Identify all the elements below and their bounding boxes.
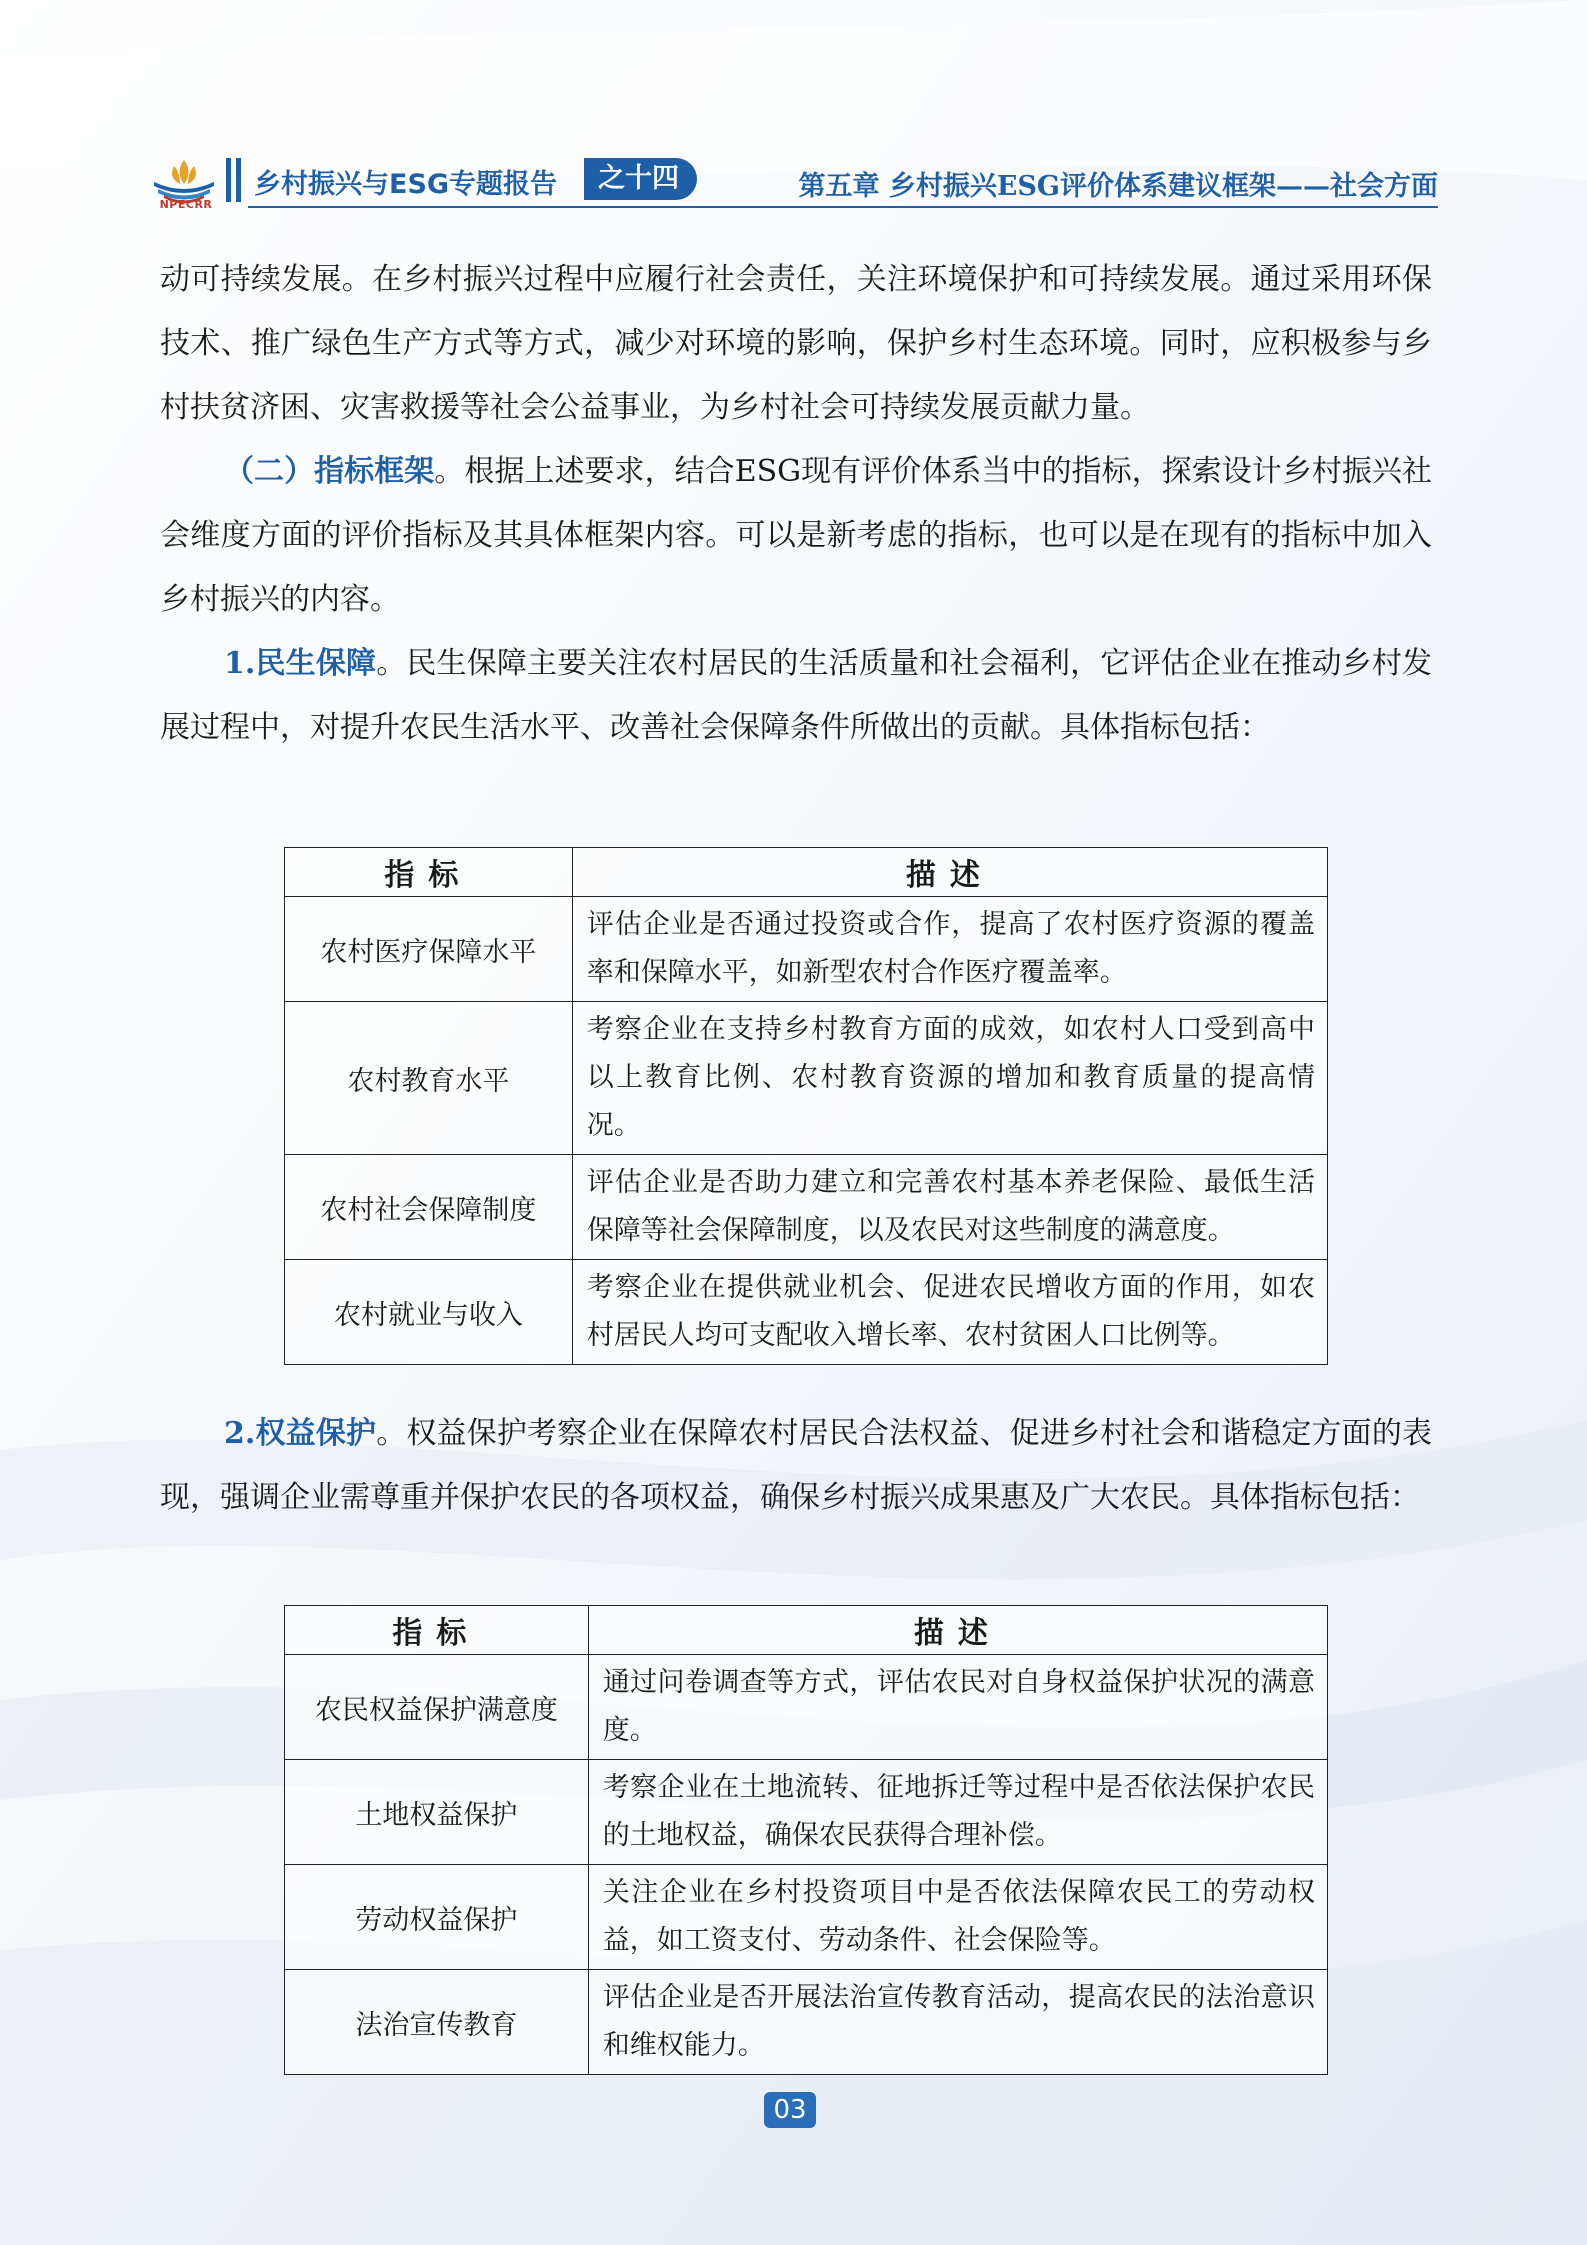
chapter-title: 第五章 乡村振兴ESG评价体系建议框架——社会方面	[798, 171, 1438, 202]
description-cell: 考察企业在支持乡村教育方面的成效，如农村人口受到高中以上教育比例、农村教育资源的增加和教育质量的提高情况。	[572, 1002, 1327, 1155]
description-cell: 考察企业在提供就业机会、促进农民增收方面的作用，如农村居民人均可支配收入增长率、农村贫困人口比例等。	[572, 1260, 1327, 1365]
column-header-description: 描述	[588, 1606, 1327, 1655]
paragraph-text: 。权益保护考察企业在保障农村居民合法权益、促进乡村社会和谐稳定方面的表现，强调企业需尊重并保护农民的各项权益，确保乡村振兴成果惠及广大农民。具体指标包括：	[160, 1416, 1433, 1515]
paragraph-continuation: 动可持续发展。在乡村振兴过程中应履行社会责任，关注环境保护和可持续发展。通过采用环保技术、推广绿色生产方式等方式，减少对环境的影响，保护乡村生态环境。同时，应积极参与乡村扶贫济困、灾害救援等社会公益事业，为乡村社会可持续发展贡献力量。	[160, 262, 1432, 425]
column-header-indicator: 指标	[285, 848, 573, 897]
table-header-row	[285, 1606, 1328, 1655]
indicator-cell: 农村医疗保障水平	[285, 897, 573, 1002]
page-number: 03	[764, 2092, 816, 2128]
table-row	[285, 897, 1328, 1002]
page-header	[148, 150, 1438, 210]
column-header-description: 描述	[572, 848, 1327, 897]
header-rule	[248, 206, 1438, 208]
indicator-cell: 农村社会保障制度	[285, 1155, 573, 1260]
table-row	[285, 1970, 1328, 2075]
description-cell: 评估企业是否开展法治宣传教育活动，提高农民的法治意识和维权能力。	[588, 1970, 1327, 2075]
indicator-cell: 法治宣传教育	[285, 1970, 589, 2075]
column-header-indicator: 指标	[285, 1606, 589, 1655]
indicator-cell: 农民权益保护满意度	[285, 1655, 589, 1760]
paragraph-text: 。根据上述要求，结合ESG现有评价体系当中的指标，探索设计乡村振兴社会维度方面的评价指标及其具体框架内容。可以是新考虑的指标，也可以是在现有的指标中加入乡村振兴的内容。	[160, 454, 1432, 617]
paragraph-livelihood	[160, 632, 1432, 760]
table-row	[285, 1760, 1328, 1865]
table-row	[285, 1655, 1328, 1760]
paragraph-text: 。民生保障主要关注农村居民的生活质量和社会福利，它评估企业在推动乡村发展过程中，对提升农民生活水平、改善社会保障条件所做出的贡献。具体指标包括：	[160, 646, 1433, 745]
section-heading: （二）指标框架	[224, 454, 435, 489]
indicator-cell: 劳动权益保护	[285, 1865, 589, 1970]
paragraph-indicator-framework	[160, 440, 1432, 632]
table-row	[285, 1002, 1328, 1155]
description-cell: 评估企业是否通过投资或合作，提高了农村医疗资源的覆盖率和保障水平，如新型农村合作医疗覆盖率。	[572, 897, 1327, 1002]
table-row	[285, 1155, 1328, 1260]
indicator-cell: 农村就业与收入	[285, 1260, 573, 1365]
table-header-row	[285, 848, 1328, 897]
rights-indicator-table	[284, 1605, 1328, 2075]
description-cell: 评估企业是否助力建立和完善农村基本养老保险、最低生活保障等社会保障制度，以及农民对这些制度的满意度。	[572, 1155, 1327, 1260]
subsection-heading: 1.民生保障	[224, 646, 377, 681]
logo-text: NPECRR	[159, 198, 213, 211]
description-cell: 关注企业在乡村投资项目中是否依法保障农民工的劳动权益，如工资支付、劳动条件、社会保险等。	[588, 1865, 1327, 1970]
description-cell: 考察企业在土地流转、征地拆迁等过程中是否依法保护农民的土地权益，确保农民获得合理补偿。	[588, 1760, 1327, 1865]
indicator-cell: 土地权益保护	[285, 1760, 589, 1865]
series-title: 乡村振兴与ESG专题报告	[254, 169, 558, 200]
subsection-heading: 2.权益保护	[224, 1416, 377, 1451]
table-row	[285, 1260, 1328, 1365]
series-number-badge: 之十四	[584, 158, 697, 200]
table-row	[285, 1865, 1328, 1970]
description-cell: 通过问卷调查等方式，评估农民对自身权益保护状况的满意度。	[588, 1655, 1327, 1760]
livelihood-indicator-table	[284, 847, 1328, 1365]
header-accent-bars	[226, 158, 242, 202]
indicator-cell: 农村教育水平	[285, 1002, 573, 1155]
paragraph-rights-protection	[160, 1402, 1432, 1530]
